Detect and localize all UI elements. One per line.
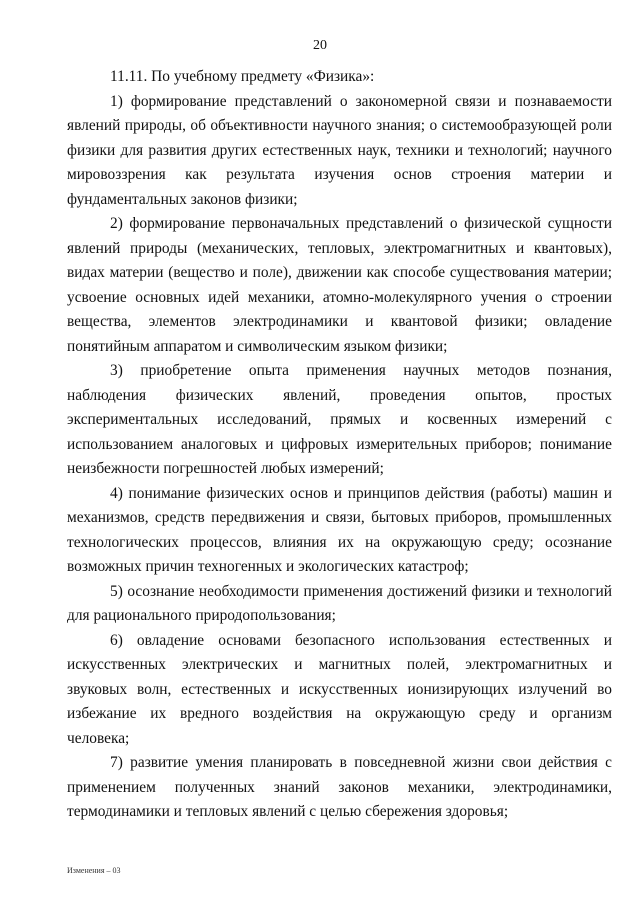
- list-item-2: 2) формирование первоначальных представлений о физической сущности явлений природы (механических, тепловых, электромагнитных и квантовых), видах материи (вещество и поле), движении как способе существования материи; усвоение основных идей механики, атомно-молекулярного учения о строении вещества, элементов электродинамики и квантовой физики; овладение понятийным аппаратом и символическим языком физики;: [67, 215, 612, 355]
- list-item-4: 4) понимание физических основ и принципов действия (работы) машин и механизмов, средств передвижения и связи, бытовых приборов, промышленных технологических процессов, влияния их на окружающую среду; осознание возможных причин техногенных и экологических катастроф;: [67, 484, 612, 575]
- list-item-5: 5) осознание необходимости применения достижений физики и технологий для рационального природопользования;: [67, 582, 612, 624]
- document-body: [67, 65, 612, 825]
- section-heading: 11.11. По учебному предмету «Физика»:: [110, 68, 375, 85]
- list-item-3: 3) приобретение опыта применения научных методов познания, наблюдения физических явлений, проведения опытов, простых экспериментальных исследований, прямых и косвенных измерений с использованием аналоговых и цифровых измерительных приборов; понимание неизбежности погрешностей любых измерений;: [67, 362, 612, 477]
- list-item-7: 7) развитие умения планировать в повседневной жизни свои действия с применением полученных знаний законов механики, электродинамики, термодинамики и тепловых явлений с целью сбережения здоровья;: [67, 754, 612, 820]
- page-number: 20: [313, 38, 327, 53]
- list-item-1: 1) формирование представлений о закономерной связи и познаваемости явлений природы, об объективности научного знания; о системообразующей роли физики для развития других естественных наук, техники и технологий; научного мировоззрения как результата изучения основ строения материи и фундаментальных законов физики;: [67, 92, 612, 208]
- list-item-6: 6) овладение основами безопасного использования естественных и искусственных электрических и магнитных полей, электромагнитных и звуковых волн, естественных и искусственных ионизирующих излучений во избежание их вредного воздействия на окружающую среду и организм человека;: [67, 631, 612, 747]
- footer-revision: Изменения – 03: [67, 866, 121, 875]
